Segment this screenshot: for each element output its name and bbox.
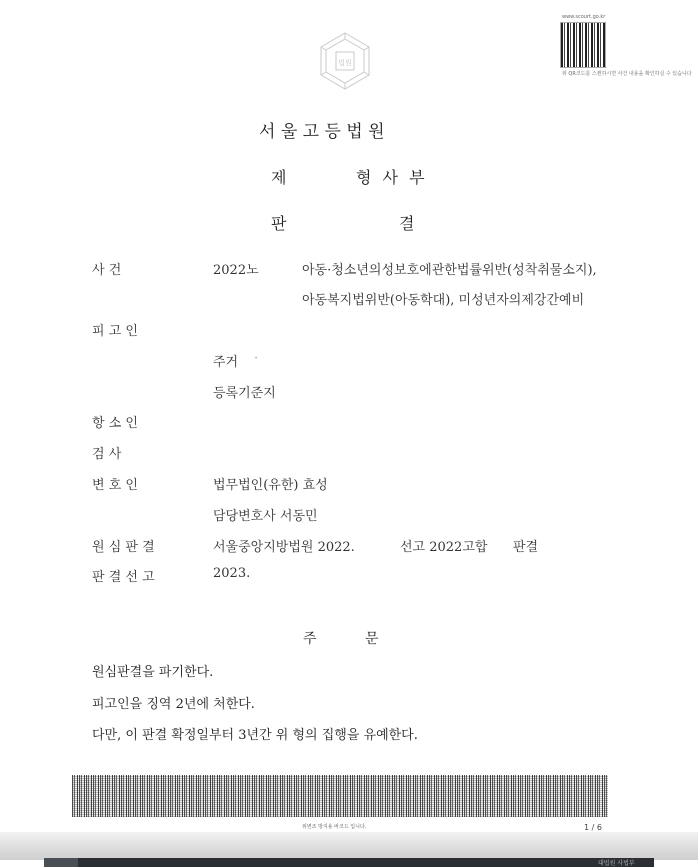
case-label: 사 건: [92, 263, 122, 278]
appellant-label: 항 소 인: [92, 416, 138, 431]
case-number: 2022노: [213, 263, 259, 278]
order-heading-left: 주: [303, 631, 317, 647]
defendant-label: 피 고 인: [92, 324, 138, 339]
registry-label: 등록기준지: [213, 386, 276, 401]
counsel-label: 변 호 인: [92, 478, 138, 493]
prosecutor-label: 검 사: [92, 447, 122, 462]
order-line-1: 원심판결을 파기한다.: [92, 665, 214, 680]
court-url: www.scourt.go.kr: [562, 14, 606, 20]
qr-caption: 위 QR코드를 스캔하시면 사건 내용을 확인하실 수 있습니다: [562, 71, 692, 77]
counsel-firm: 법무법인(유한) 효성: [213, 478, 328, 493]
judgment-title-right: 결: [399, 214, 415, 233]
original-court: 서울중앙지방법원 2022.: [213, 540, 355, 555]
original-sentence: 선고 2022고합: [400, 540, 488, 555]
bottom-dark-bar: [44, 858, 654, 867]
original-judgment-label: 원 심 판 결: [92, 540, 155, 555]
bottom-dark-bar-left: [44, 858, 78, 867]
offense-line-2: 아동복지법위반(아동학대), 미성년자의제강간예비: [302, 293, 585, 308]
court-name: 서 울 고 등 법 원: [259, 122, 385, 142]
order-heading-right: 문: [365, 631, 379, 647]
bottom-bar-text: 대법원 사법부: [598, 860, 635, 867]
original-suffix: 판결: [513, 540, 539, 555]
anti-forgery-barcode-icon: [72, 775, 608, 817]
counsel-lawyer: 담당변호사 서동민: [213, 509, 318, 524]
offense-line-1: 아동·청소년의성보호에관한법률위반(성착취물소지),: [302, 263, 597, 278]
court-seal-icon: [314, 30, 376, 92]
judgment-title-left: 판: [271, 214, 287, 233]
order-line-2: 피고인을 징역 2년에 처한다.: [92, 697, 255, 712]
division-name: 형 사 부: [356, 168, 428, 187]
qr-code-icon: [560, 22, 606, 68]
page-number: 1 / 6: [584, 823, 602, 832]
page-curl-shadow: [0, 832, 698, 860]
pronouncement-date: 2023.: [213, 566, 251, 581]
svg-text:법원: 법원: [338, 59, 352, 67]
pronouncement-label: 판 결 선 고: [92, 570, 155, 585]
barcode-note: 위변조 방지용 바코드 입니다.: [302, 824, 367, 830]
residence-label: 주거: [213, 355, 239, 370]
division-prefix: 제: [271, 168, 287, 187]
order-line-3: 다만, 이 판결 확정일부터 3년간 위 형의 집행을 유예한다.: [92, 728, 418, 743]
residence-mark: ·: [254, 351, 259, 366]
